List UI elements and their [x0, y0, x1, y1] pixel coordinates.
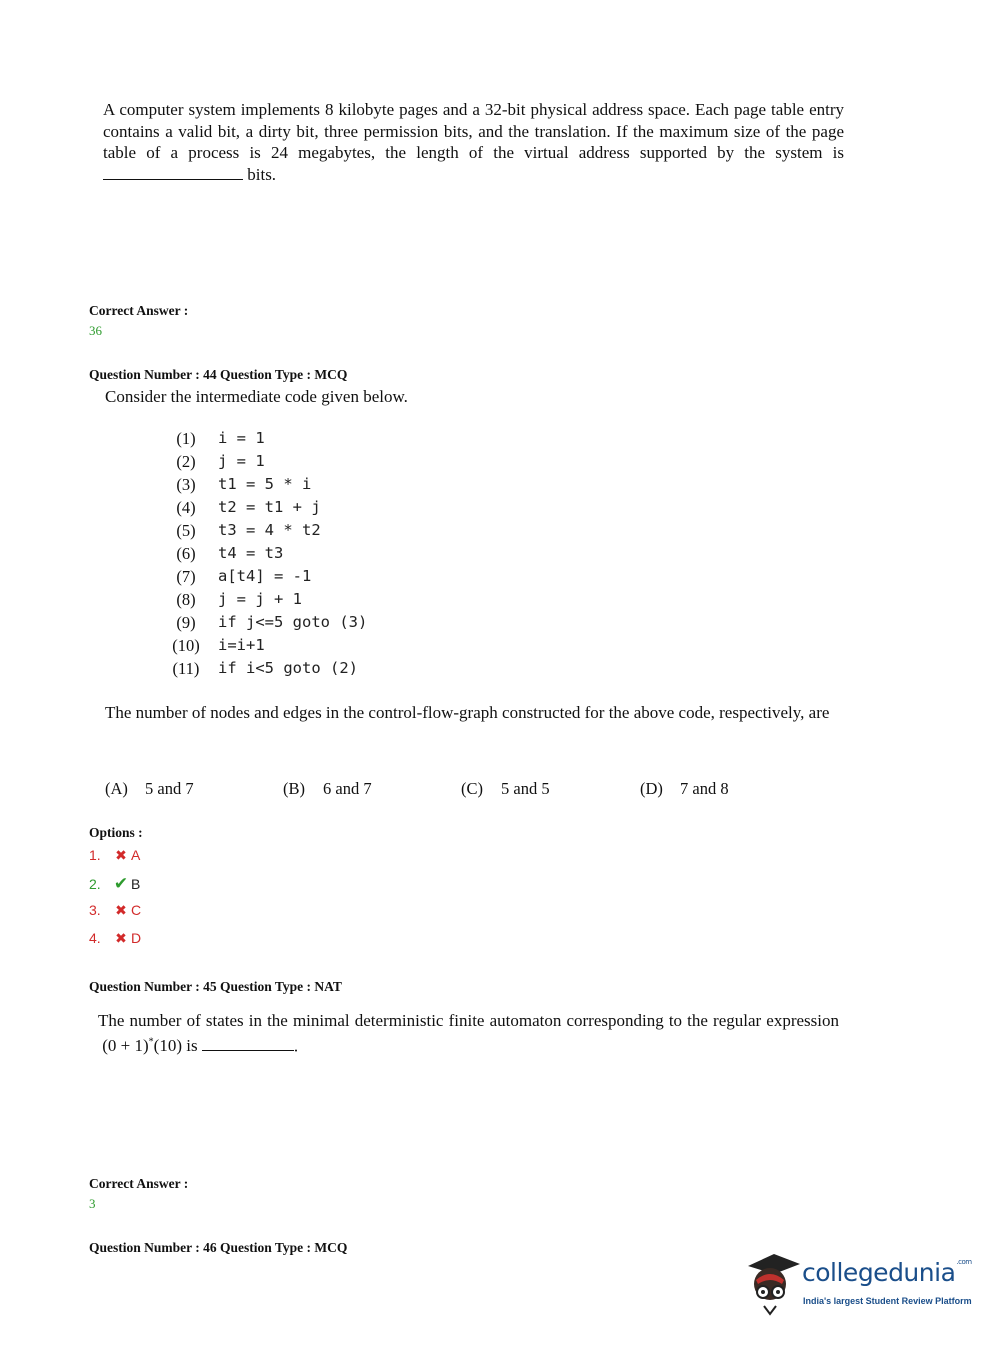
q43-text: [103, 99, 844, 185]
q43-text-body: A computer system implements 8 kilobyte pages and a 32-bit physical address space. Each page table entry contains a valid bit, a dirty bit, three permission bits, and the translation. If the maximum size of the page table of a process is 24 megabytes, the length of the virtual address supported by the system is: [103, 100, 844, 162]
q44-code-block: (1) i = 1 (2) j = 1 (3) t1 = 5 * i (4) t2 = t1 + j (5) t3 = 4 * t2 (6) t4 = t3 (7) a[t4] = -1 (8) j = j + 1 (9) if j<=5 goto (3) (10) i=i+1 (11) if i<5 goto (2): [172, 429, 368, 678]
q45-answer-blank: [202, 1036, 294, 1051]
q44-question: The number of nodes and edges in the control-flow-graph constructed for the above code, respectively, are: [105, 703, 830, 722]
wrong-icon: ✖: [115, 902, 127, 918]
q44-choice-a: (A) 5 and 7: [105, 779, 194, 798]
q46-header: Question Number : 46 Question Type : MCQ: [89, 1240, 348, 1255]
q44-choice-b: (B) 6 and 7: [283, 779, 372, 798]
q45-correct-answer-label: Correct Answer :: [89, 1176, 189, 1191]
logo-tagline: India's largest Student Review Platform: [803, 1296, 972, 1306]
q44-intro: Consider the intermediate code given below.: [105, 387, 408, 406]
q44-option-4: 4. ✖ D: [89, 930, 142, 946]
q44-options-label: Options :: [89, 825, 143, 840]
logo-wordmark: collegedunia$^{.com}$: [802, 1258, 972, 1287]
q44-option-2: 2. ✔ B: [89, 874, 141, 893]
q44-option-1: 1. ✖ A: [89, 847, 141, 863]
wrong-icon: ✖: [115, 847, 127, 863]
q44-header: Question Number : 44 Question Type : MCQ: [89, 367, 348, 382]
q43-correct-answer-label: Correct Answer :: [89, 303, 189, 318]
q45-header: Question Number : 45 Question Type : NAT: [89, 979, 342, 994]
correct-check-icon: ✔: [113, 874, 129, 893]
q44-choice-d: (D) 7 and 8: [640, 779, 729, 798]
q43-correct-answer-value: 36: [89, 323, 102, 338]
q45-regex: (0 + 1)*(10) is: [102, 1036, 198, 1056]
wrong-icon: ✖: [115, 930, 127, 946]
q45-text: [98, 1010, 839, 1057]
q43-text-unit: bits.: [247, 164, 277, 184]
mascot-icon: [742, 1250, 802, 1316]
q45-text-body: The number of states in the minimal deterministic finite automaton corresponding to the regular expression: [98, 1011, 839, 1030]
q43-answer-blank: [103, 165, 243, 180]
q45-text-end: .: [293, 1036, 299, 1056]
q45-correct-answer-value: 3: [89, 1196, 96, 1211]
collegedunia-logo: [742, 1250, 982, 1320]
q44-option-3: 3. ✖ C: [89, 902, 142, 918]
q44-choice-c: (C) 5 and 5: [461, 779, 550, 798]
